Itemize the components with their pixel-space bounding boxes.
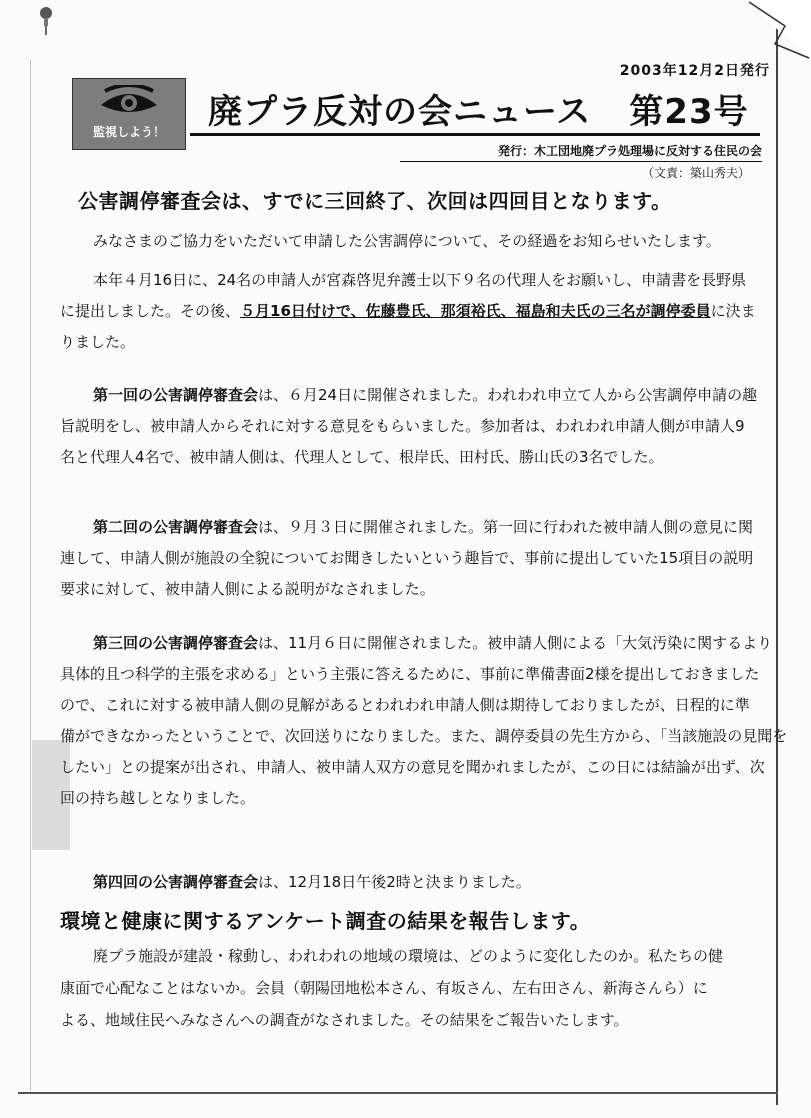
text-line: 連して、申請人側が施設の全貌についてお聞きしたいという趣旨で、事前に提出していた15項目の説明 bbox=[60, 549, 754, 567]
page-edge-bottom bbox=[18, 1092, 778, 1094]
issue-date: 2003年12月2日発行 bbox=[619, 63, 770, 79]
text-span: に提出しました。その後、 bbox=[60, 302, 241, 320]
fourth-session-paragraph bbox=[60, 867, 531, 898]
publisher-line: 発行：木工団地廃プラ処理場に反対する住民の会 bbox=[400, 142, 762, 162]
text-line: 回の持ち越しとなりました。 bbox=[60, 789, 256, 807]
text-line: 康面で心配なことはないか。会員（朝陽団地松本さん、有坂さん、左右田さん、新海さんら）に bbox=[60, 979, 708, 997]
text-line: 備ができなかったということで、次回送りになりました。また、調停委員の先生方から、「当該施設の見聞を bbox=[60, 727, 788, 745]
session-label: 第一回の公害調停審査会 bbox=[93, 386, 259, 404]
page-edge-right bbox=[776, 20, 778, 1105]
committee-members: ５月16日付けで、佐藤豊氏、那須裕氏、福島和夫氏の三名が調停委員 bbox=[240, 302, 711, 320]
eye-icon bbox=[97, 85, 161, 121]
section-heading-survey: 環境と健康に関するアンケート調査の結果を報告します。 bbox=[60, 909, 591, 933]
folded-corner-icon bbox=[745, 0, 811, 60]
text-line: 具体的且つ科学的主張を求める」という主張に答えるために、事前に準備書面2様を提出しておきました bbox=[60, 665, 760, 683]
text-span: は、９月３日に開催されました。第一回に行われた被申請人側の意見に関 bbox=[258, 518, 754, 536]
session-label: 第二回の公害調停審査会 bbox=[93, 518, 259, 536]
title-rule bbox=[190, 133, 760, 136]
text-span: は、６月24日に開催されました。われわれ申立て人から公害調停申請の趣 bbox=[258, 386, 758, 404]
logo-caption: 監視しよう！ bbox=[92, 125, 165, 139]
text-line: みなさまのご協力をいただいて申請した公害調停について、その経過をお知らせいたします。 bbox=[93, 232, 721, 250]
section-heading-mediation: 公害調停審査会は、すでに三回終了、次回は四回目となります。 bbox=[78, 189, 672, 213]
text-span: に決ま bbox=[710, 302, 756, 320]
session-label: 第四回の公害調停審査会 bbox=[93, 873, 259, 891]
text-line bbox=[60, 867, 531, 898]
text-line bbox=[60, 628, 787, 659]
third-session-paragraph bbox=[60, 628, 787, 814]
text-line bbox=[60, 512, 753, 543]
pushpin-icon bbox=[36, 6, 56, 36]
masthead-logo bbox=[72, 78, 186, 150]
text-span: は、11月６日に開催されました。被申請人側による「大気汚染に関するより bbox=[258, 634, 773, 652]
issue-number: 第23号 bbox=[629, 92, 749, 132]
intro-paragraph bbox=[93, 226, 721, 257]
text-span: は、12月18日午後2時と決まりました。 bbox=[258, 873, 531, 891]
page-edge-left bbox=[30, 60, 31, 1090]
text-line: 本年４月16日に、24名の申請人が宮森啓児弁護士以下９名の代理人をお願いし、申請書を長野県 bbox=[93, 271, 747, 289]
session-label: 第三回の公害調停審査会 bbox=[93, 634, 259, 652]
text-line: ので、これに対する被申請人側の見解があるとわれわれ申請人側は期待しておりましたが、日程的に準 bbox=[60, 696, 750, 714]
first-session-paragraph bbox=[60, 380, 757, 473]
application-paragraph bbox=[60, 265, 756, 358]
text-line: したい」との提案が出され、申請人、被申請人双方の意見を聞かれましたが、この日には結論が出ず、次 bbox=[60, 758, 765, 776]
survey-paragraph bbox=[60, 940, 723, 1036]
text-line: 要求に対して、被申請人側による説明がなされました。 bbox=[60, 580, 435, 598]
text-line: よる、地域住民へみなさんへの調査がなされました。その結果をご報告いたします。 bbox=[60, 1011, 629, 1029]
title-text: 廃プラ反対の会ニュース bbox=[208, 92, 592, 132]
second-session-paragraph bbox=[60, 512, 753, 605]
text-line bbox=[60, 380, 757, 411]
text-line: 廃プラ施設が建設・稼動し、われわれの地域の環境は、どのように変化したのか。私たちの健 bbox=[93, 947, 724, 965]
text-line: りました。 bbox=[60, 333, 136, 351]
text-line: 旨説明をし、被申請人からそれに対する意見をもらいました。参加者は、われわれ申請人側が申請人9 bbox=[60, 417, 745, 435]
text-line: 名と代理人4名で、被申請人側は、代理人として、根岸氏、田村氏、勝山氏の3名でした。 bbox=[60, 448, 664, 466]
text-line bbox=[60, 296, 756, 327]
newsletter-title bbox=[208, 84, 768, 133]
author-credit: （文責：築山秀夫） bbox=[641, 166, 750, 180]
